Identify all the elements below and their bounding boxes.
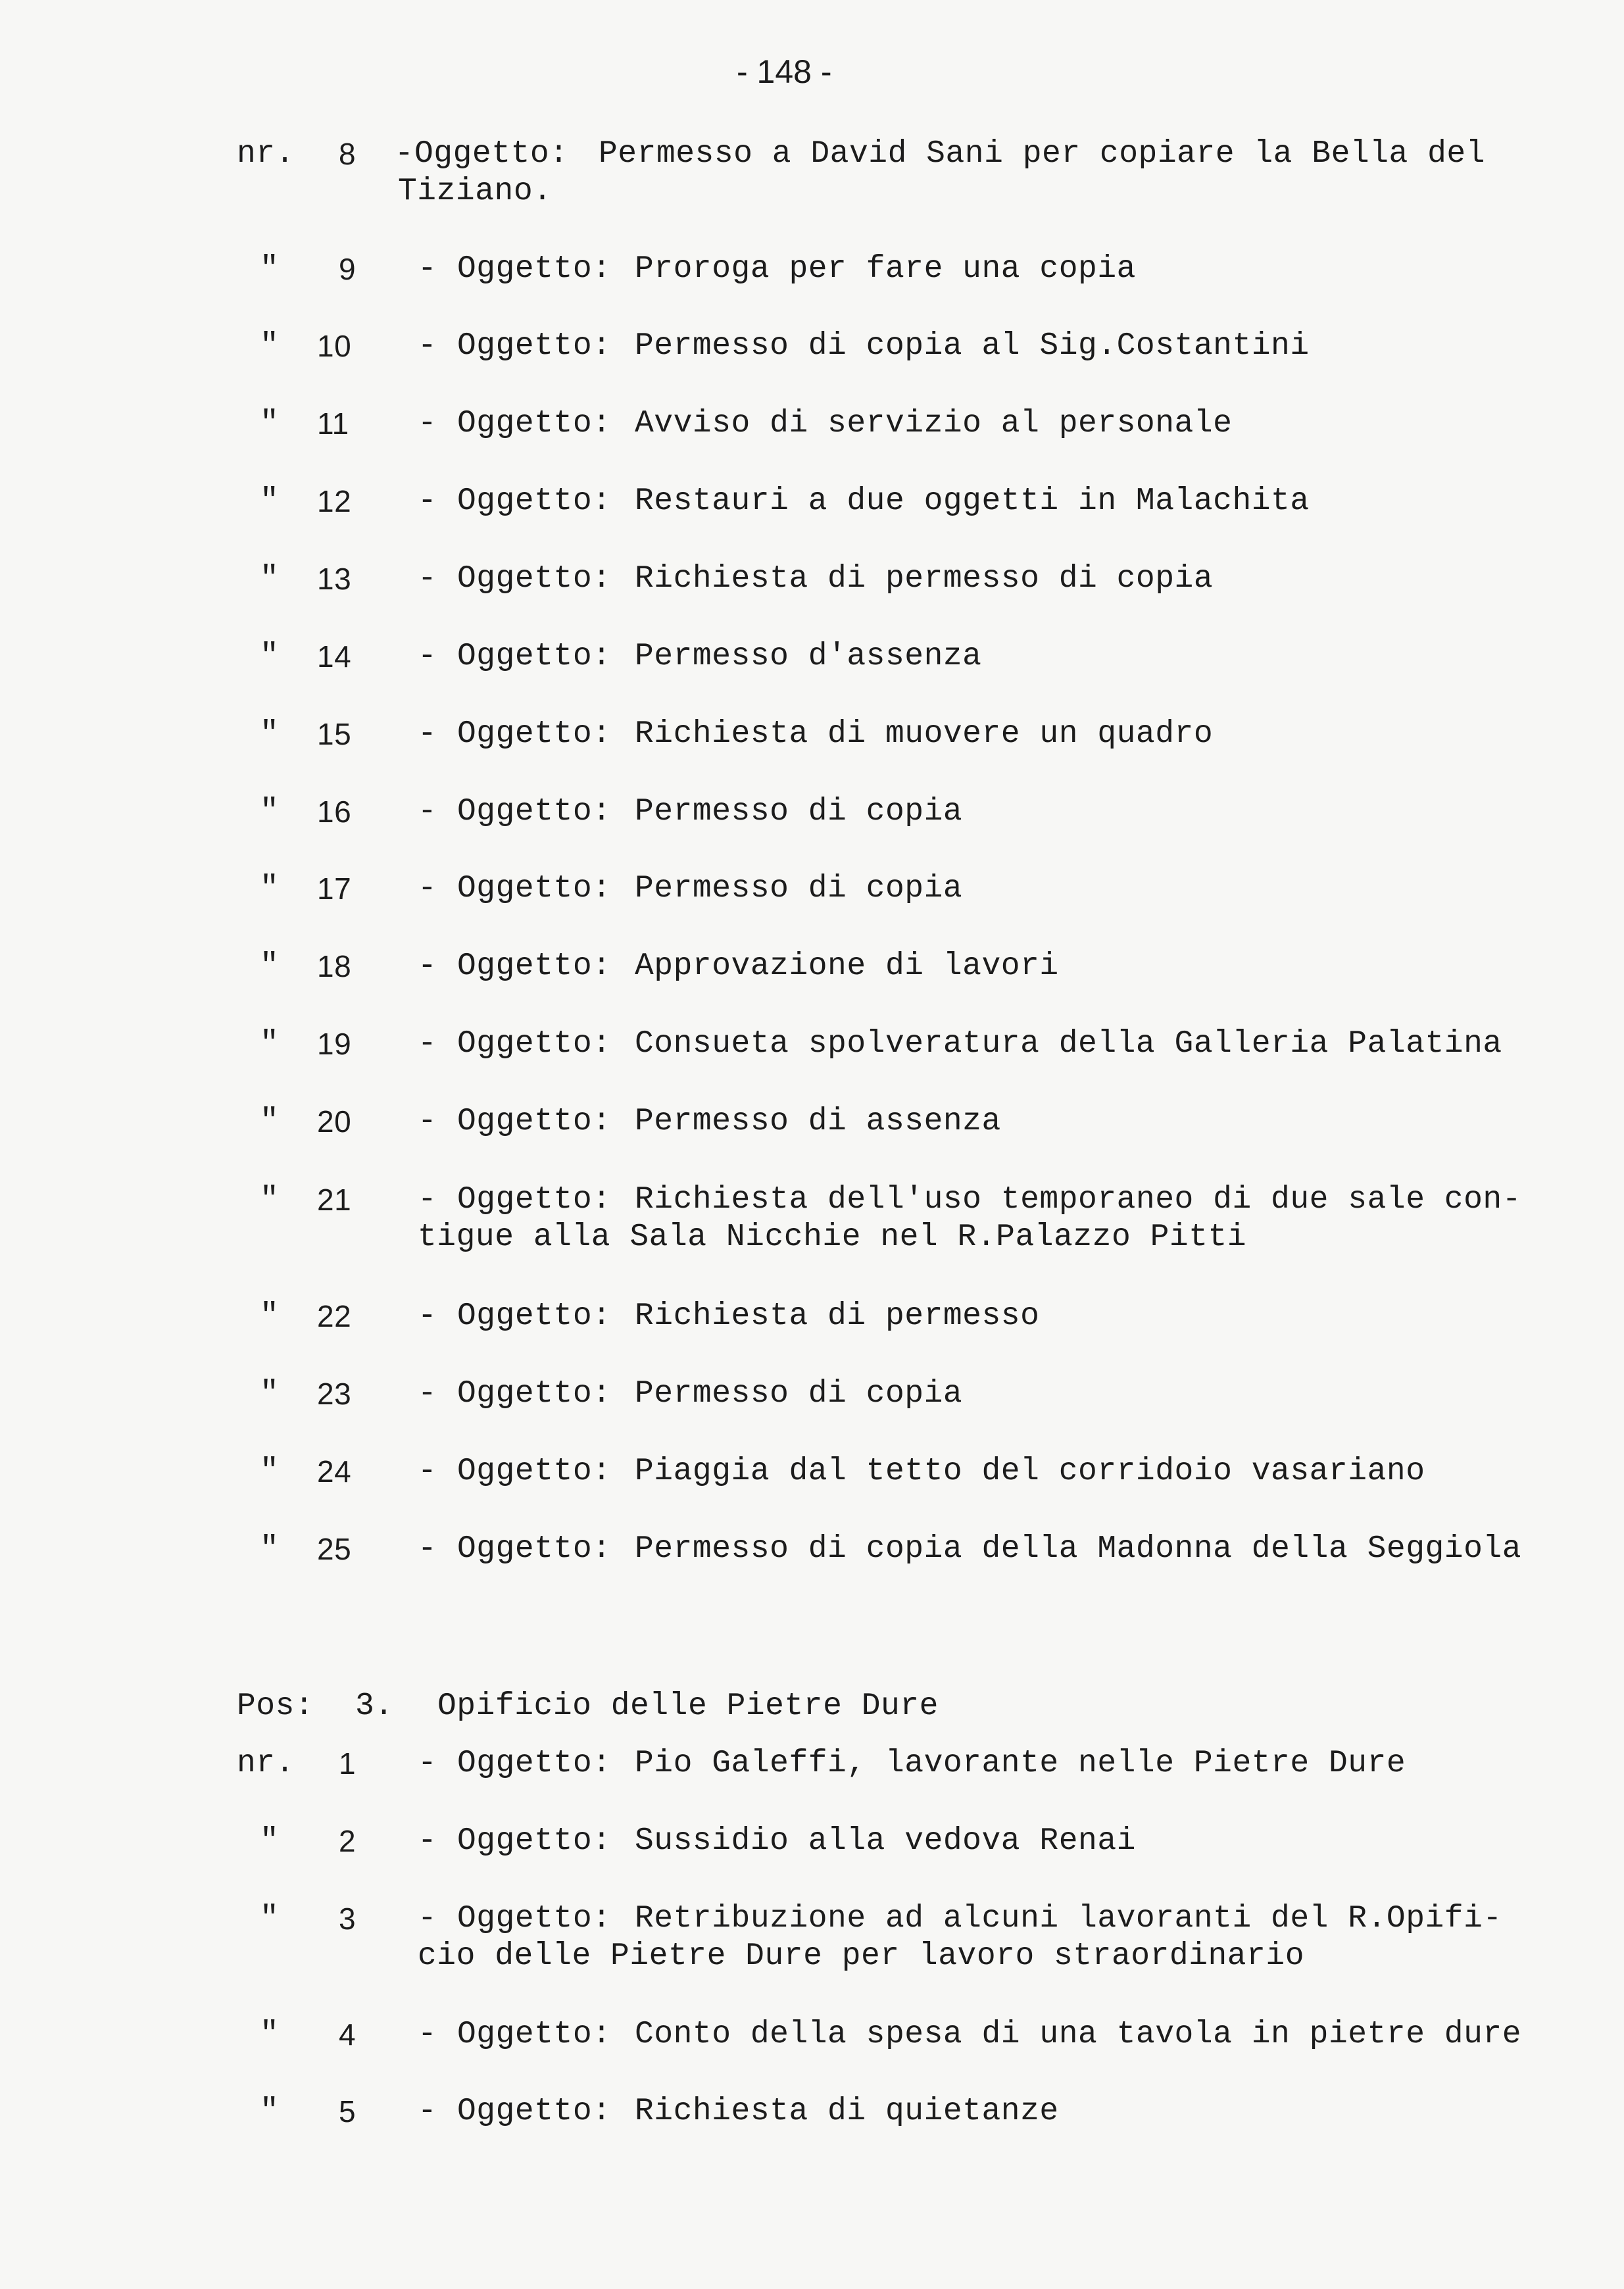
entry-dash: - [418,406,437,441]
entry-text: Consueta spolveratura della Galleria Palatina [635,1026,1502,1062]
entry-prefix: " [260,1104,280,1139]
entry-label: Oggetto: [457,1531,612,1567]
entry-label: Oggetto: [457,1901,612,1936]
pos-label: Pos: [237,1688,314,1724]
entry-text-continued: cio delle Pietre Dure per lavoro straordinario [418,1938,1305,1974]
entry-prefix: " [260,2017,280,2052]
entry-dash: - [418,251,437,287]
entry-dash: - [418,794,437,829]
entry-number: 25 [317,1532,352,1566]
entry-number: 18 [317,949,352,983]
entry-text: Conto della spesa di una tavola in pietre dure [635,2017,1522,2052]
entry-number: 20 [317,1104,352,1139]
entry-prefix: " [260,328,280,364]
entry-prefix: " [260,1376,280,1412]
entry-dash: - [418,1823,437,1859]
entry-text: Retribuzione ad alcuni lavoranti del R.Opifi- [635,1901,1502,1936]
entry-text: Restauri a due oggetti in Malachita [635,483,1310,519]
entry-label: Oggetto: [457,1823,612,1859]
entry-number: 9 [339,252,357,286]
entry-number: 12 [317,484,352,518]
entry-number: 5 [339,2094,357,2129]
entry-number: 15 [317,717,352,751]
entry-label: Oggetto: [457,716,612,752]
entry-text: Permesso d'assenza [635,639,982,674]
entry-prefix: nr. [237,1746,295,1781]
entry-dash: - [418,639,437,674]
entry-number: 10 [317,329,352,363]
entry-prefix: " [260,716,280,752]
entry-label: Oggetto: [457,1026,612,1062]
entry-text: Proroga per fare una copia [635,251,1136,287]
entry-prefix: " [260,406,280,441]
entry-label: Oggetto: [457,1454,612,1489]
entry-text: Richiesta di quietanze [635,2094,1059,2129]
entry-number: 17 [317,872,352,906]
entry-number: 11 [317,406,349,441]
entry-label: Oggetto: [457,2017,612,2052]
entry-text: Richiesta dell'uso temporaneo di due sale con- [635,1182,1522,1218]
entry-prefix: " [260,2094,280,2129]
entry-text: Permesso a David Sani per copiare la Bella del [599,136,1486,172]
entry-text: Sussidio alla vedova Renai [635,1823,1136,1859]
entry-dash: - [418,561,437,597]
entry-prefix: " [260,1298,280,1334]
entry-label: Oggetto: [457,1182,612,1218]
entry-text: Permesso di copia [635,871,963,906]
entry-dash: - [418,871,437,906]
entry-label: Oggetto: [457,2094,612,2129]
entry-label: Oggetto: [457,1298,612,1334]
entry-number: 13 [317,562,352,596]
entry-dash: - [418,1026,437,1062]
entry-dash: - [418,1298,437,1334]
entry-prefix: " [260,639,280,674]
entry-prefix: " [260,1531,280,1567]
entry-prefix: " [260,561,280,597]
entry-prefix: " [260,483,280,519]
entry-label: Oggetto: [414,136,569,172]
entry-dash: - [418,2017,437,2052]
entry-text: Richiesta di muovere un quadro [635,716,1214,752]
entry-number: 14 [317,639,352,674]
entry-text: Permesso di assenza [635,1104,1001,1139]
entry-dash: - [418,328,437,364]
entry-label: Oggetto: [457,794,612,829]
entry-text-continued: tigue alla Sala Nicchie nel R.Palazzo Pitti [418,1219,1247,1255]
entry-dash: - [418,1531,437,1567]
entry-dash: - [418,1376,437,1412]
entry-dash: - [418,1901,437,1936]
entry-number: 16 [317,795,352,829]
entry-text: Avviso di servizio al personale [635,406,1233,441]
entry-prefix: " [260,1182,280,1218]
entry-number: 23 [317,1377,352,1411]
entry-text: Richiesta di permesso di copia [635,561,1214,597]
entry-label: Oggetto: [457,406,612,441]
entry-prefix: nr. [237,136,295,172]
entry-label: Oggetto: [457,1104,612,1139]
entry-label: Oggetto: [457,1746,612,1781]
section-title: Opificio delle Pietre Dure [437,1688,939,1724]
entry-number: 22 [317,1299,352,1333]
entry-dash: - [418,2094,437,2129]
entry-number: 19 [317,1027,352,1061]
entry-label: Oggetto: [457,561,612,597]
entry-text: Permesso di copia al Sig.Costantini [635,328,1310,364]
page-number: - 148 - [737,53,832,90]
entry-dash: - [418,1454,437,1489]
entry-dash: - [395,136,414,172]
entry-prefix: " [260,794,280,829]
pos-number: 3. [355,1688,394,1724]
entry-dash: - [418,948,437,984]
entry-text: Permesso di copia [635,794,963,829]
entry-prefix: " [260,1026,280,1062]
entry-text: Pio Galeffi, lavorante nelle Pietre Dure [635,1746,1406,1781]
entry-label: Oggetto: [457,948,612,984]
entry-text-continued: Tiziano. [398,174,553,209]
entry-number: 24 [317,1454,352,1489]
entry-dash: - [418,716,437,752]
entry-prefix: " [260,871,280,906]
entry-dash: - [418,1104,437,1139]
entry-label: Oggetto: [457,483,612,519]
entry-dash: - [418,1746,437,1781]
entry-prefix: " [260,1454,280,1489]
entry-prefix: " [260,948,280,984]
entry-label: Oggetto: [457,639,612,674]
entry-prefix: " [260,1823,280,1859]
entry-number: 3 [339,1902,357,1936]
entry-number: 4 [339,2017,357,2052]
entry-label: Oggetto: [457,328,612,364]
entry-dash: - [418,483,437,519]
entry-number: 8 [339,137,357,171]
entry-number: 2 [339,1824,357,1858]
entry-text: Richiesta di permesso [635,1298,1040,1334]
entry-number: 1 [339,1746,357,1781]
entry-text: Permesso di copia della Madonna della Seggiola [635,1531,1522,1567]
entry-dash: - [418,1182,437,1218]
entry-number: 21 [317,1183,352,1217]
entry-prefix: " [260,251,280,287]
entry-label: Oggetto: [457,871,612,906]
entry-prefix: " [260,1901,280,1936]
entry-text: Approvazione di lavori [635,948,1059,984]
entry-text: Piaggia dal tetto del corridoio vasariano [635,1454,1425,1489]
entry-text: Permesso di copia [635,1376,963,1412]
entry-label: Oggetto: [457,251,612,287]
entry-label: Oggetto: [457,1376,612,1412]
